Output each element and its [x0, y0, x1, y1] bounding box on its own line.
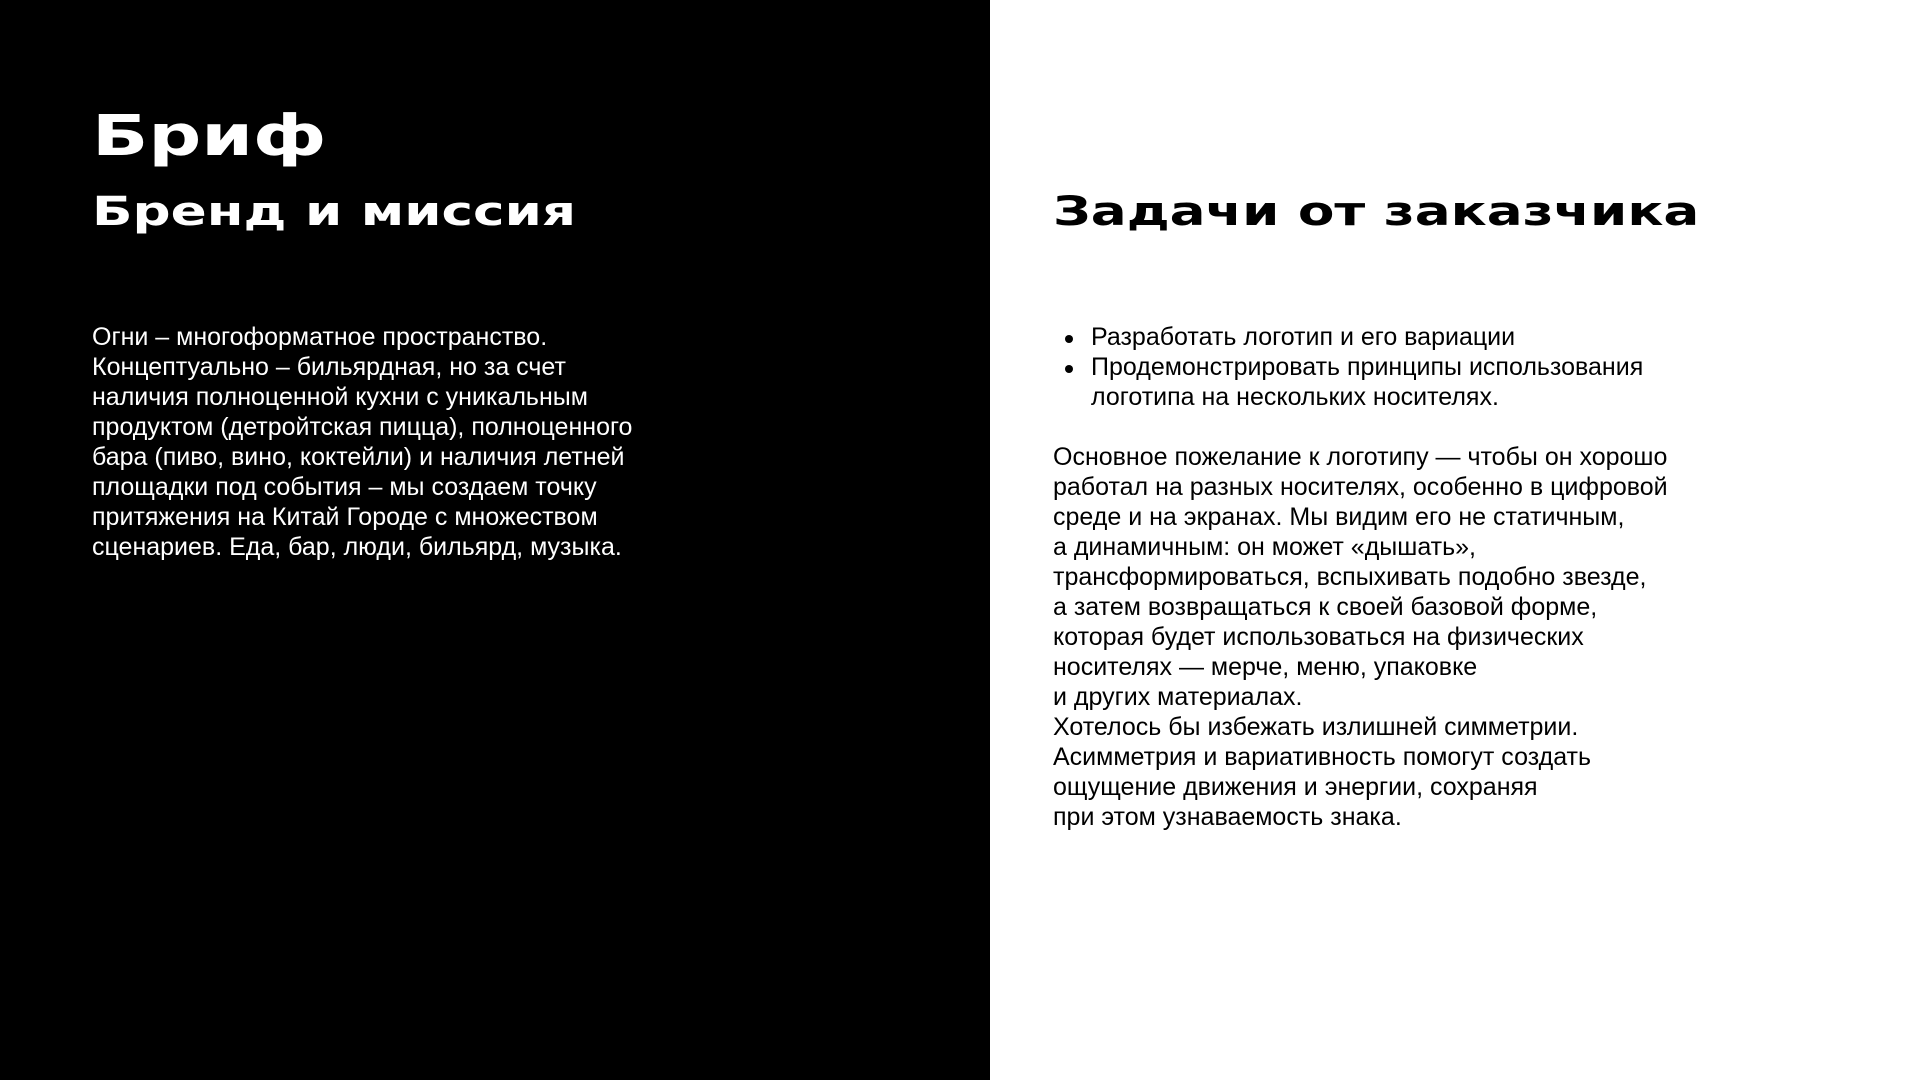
requirements-line: а динамичным: он может «дышать»,	[1053, 533, 1476, 561]
task-item	[1053, 352, 1643, 412]
requirements-line: работал на разных носителях, особенно в цифровой	[1053, 473, 1668, 501]
requirements-line: а затем возвращаться к своей базовой форме,	[1053, 593, 1598, 621]
brand-mission-line: Концептуально – бильярдная, но за счет	[92, 353, 566, 381]
requirements-line: которая будет использоваться на физических	[1053, 623, 1584, 651]
brand-mission-line: наличия полноценной кухни с уникальным	[92, 383, 588, 411]
requirements-line: Хотелось бы избежать излишней симметрии.	[1053, 713, 1579, 741]
requirements-line: и других материалах.	[1053, 683, 1303, 711]
brand-mission-line: сценариев. Еда, бар, люди, бильярд, музыка.	[92, 533, 622, 561]
requirements-line: трансформироваться, вспыхивать подобно звезде,	[1053, 563, 1647, 591]
requirements-line: Асимметрия и вариативность помогут создать	[1053, 743, 1592, 771]
page-title: Бриф	[92, 104, 327, 169]
client-tasks-panel	[990, 0, 1920, 1080]
client-tasks-heading: Задачи от заказчика	[1053, 189, 1700, 235]
task-list	[1053, 322, 1643, 412]
brand-mission-line: бара (пиво, вино, коктейли) и наличия летней	[92, 443, 625, 471]
requirements-line: среде и на экранах. Мы видим его не статичным,	[1053, 503, 1625, 531]
task-line: Разработать логотип и его вариации	[1091, 323, 1516, 351]
brand-mission-line: Огни – многоформатное пространство.	[92, 323, 548, 351]
requirements-line: ощущение движения и энергии, сохраняя	[1053, 773, 1538, 801]
task-line: Продемонстрировать принципы использования	[1091, 353, 1644, 381]
task-item	[1053, 322, 1643, 352]
brand-mission-line: площадки под события – мы создаем точку	[92, 473, 597, 501]
requirements-line: носителях — мерче, меню, упаковке	[1053, 653, 1478, 681]
brand-mission-line: продуктом (детройтская пицца), полноценного	[92, 413, 633, 441]
task-line: логотипа на нескольких носителях.	[1091, 383, 1499, 411]
requirements-line: при этом узнаваемость знака.	[1053, 803, 1402, 831]
brand-mission-text	[92, 322, 632, 562]
requirements-line: Основное пожелание к логотипу — чтобы он хорошо	[1053, 443, 1668, 471]
brand-mission-heading: Бренд и миссия	[92, 189, 577, 235]
logo-requirements-text	[1053, 442, 1668, 832]
brand-mission-line: притяжения на Китай Городе с множеством	[92, 503, 598, 531]
